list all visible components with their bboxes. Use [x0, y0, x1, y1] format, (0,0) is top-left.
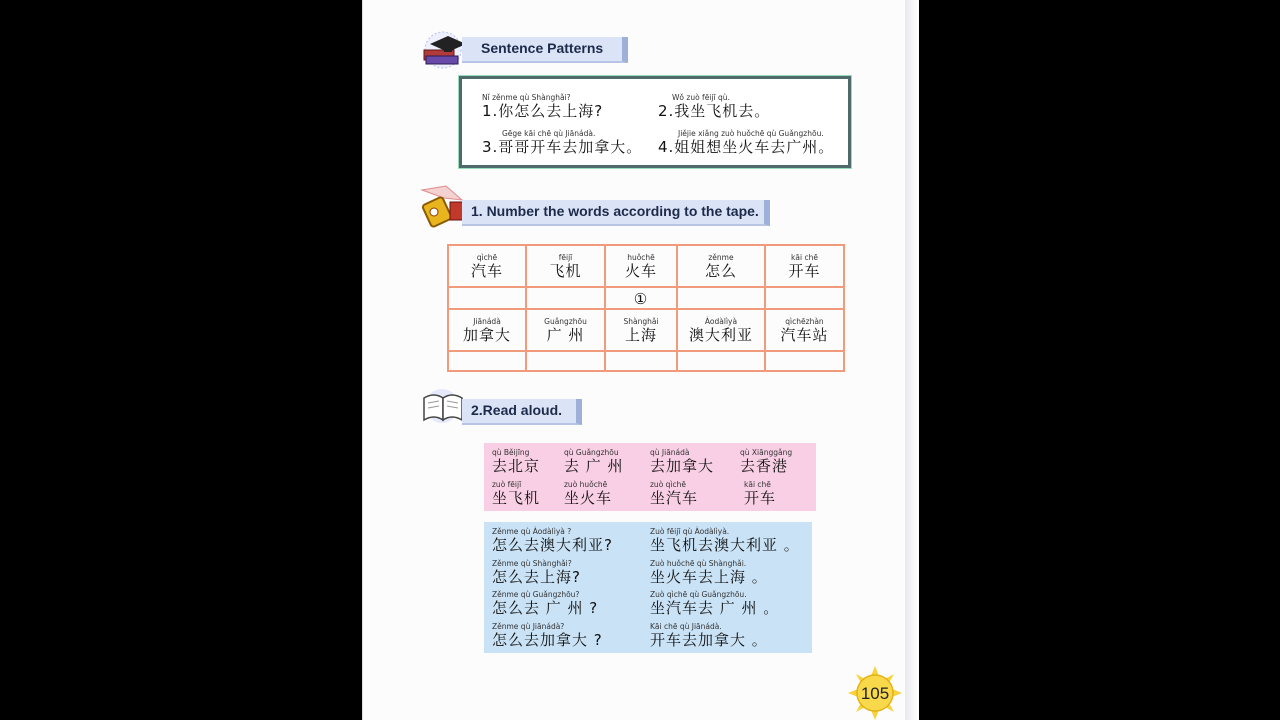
pinyin: Zuò qìchē qù Guǎngzhōu. — [650, 590, 747, 599]
pinyin: Zuò huǒchē qù Shànghǎi. — [650, 559, 747, 568]
word-cell — [526, 309, 605, 351]
hanzi: 开车 — [744, 489, 777, 507]
word-cell — [448, 245, 526, 287]
sentence-item — [650, 527, 800, 554]
open-book-icon — [418, 386, 468, 426]
phrase-item — [740, 448, 792, 475]
sentence-patterns-title: Sentence Patterns — [481, 40, 604, 56]
pinyin: Àodàlìyà — [704, 316, 738, 326]
word-cell — [605, 309, 677, 351]
phrase-item — [492, 480, 540, 507]
phrase-item — [650, 480, 698, 507]
hanzi: 怎么去 广 州 ? — [492, 599, 599, 617]
hanzi: 开车去加拿大 。 — [650, 631, 768, 649]
pinyin: qìchēzhàn — [785, 316, 824, 326]
pinyin: zěnme — [708, 252, 734, 262]
hanzi: 开车 — [788, 261, 821, 280]
sentence-pattern-4 — [658, 129, 834, 156]
phrase-item — [650, 448, 714, 475]
answer-number: ① — [633, 289, 649, 308]
answer-cell[interactable] — [605, 287, 677, 309]
hanzi: 去 广 州 — [564, 457, 624, 475]
pinyin: Shànghǎi — [623, 316, 659, 326]
answer-cell[interactable] — [765, 287, 844, 309]
answer-cell[interactable] — [448, 287, 526, 309]
word-cell — [448, 309, 526, 351]
hanzi: 怎么去澳大利亚? — [492, 536, 613, 554]
table-row — [448, 309, 844, 351]
hanzi: 澳大利亚 — [688, 325, 753, 344]
phrase-item — [744, 480, 776, 507]
word-cell — [765, 245, 844, 287]
pinyin: qù Běijīng — [492, 448, 530, 457]
pinyin: Jiějie xiǎng zuò huǒchē qù Guǎngzhōu. — [678, 129, 824, 138]
pinyin: qù Guǎngzhōu — [564, 448, 619, 457]
sentence-pattern-3 — [482, 129, 642, 156]
phrase-item — [492, 448, 540, 475]
word-cell — [677, 309, 765, 351]
pinyin: huǒchē — [627, 252, 655, 262]
answer-cell[interactable] — [605, 351, 677, 371]
pinyin: Zěnme qù Shànghǎi? — [492, 559, 572, 568]
pinyin: kāi chē — [791, 252, 818, 262]
hanzi: 上海 — [624, 325, 657, 344]
sentence-item — [650, 622, 768, 649]
pinyin: Wǒ zuò fēijī qù. — [672, 93, 730, 102]
pinyin: Zuò fēijī qù Àodàlìyà. — [650, 527, 730, 536]
pinyin: zuò qìchē — [650, 480, 686, 489]
hanzi: 去北京 — [492, 457, 541, 475]
pinyin: qìchē — [476, 252, 498, 262]
read-aloud-phrases-panel — [484, 443, 816, 511]
table-row — [448, 351, 844, 371]
pinyin: kāi chē — [744, 480, 771, 489]
word-cell — [765, 309, 844, 351]
sentence-item — [492, 622, 603, 649]
sentence-item — [650, 590, 779, 617]
word-cell — [526, 245, 605, 287]
pinyin: qù Xiānggǎng — [740, 448, 793, 457]
hanzi: 广 州 — [546, 325, 585, 344]
pinyin: Nǐ zěnme qù Shànghǎi? — [482, 93, 571, 102]
word-cell — [605, 245, 677, 287]
hanzi: 坐火车 — [564, 489, 613, 507]
pinyin: zuò huǒchē — [564, 480, 608, 489]
hanzi: 坐汽车 — [650, 489, 699, 507]
sentence-item — [492, 590, 598, 617]
hanzi: 怎么去上海? — [492, 568, 581, 586]
answer-cell[interactable] — [448, 351, 526, 371]
hanzi: 加拿大 — [462, 325, 511, 344]
hanzi: 坐汽车去 广 州 。 — [650, 599, 780, 617]
answer-cell[interactable] — [677, 351, 765, 371]
answer-cell[interactable] — [526, 351, 605, 371]
pinyin: zuò fēijī — [492, 480, 522, 489]
table-row — [448, 287, 844, 309]
cassette-tape-icon — [416, 184, 468, 230]
phrase-item — [564, 480, 612, 507]
hanzi: 坐火车去上海 。 — [650, 568, 768, 586]
pinyin: fēijī — [558, 252, 573, 262]
pinyin: Kāi chē qù Jiānádà. — [650, 622, 722, 631]
hanzi: 怎么去加拿大 ? — [492, 631, 603, 649]
pinyin: Gēge kāi chē qù Jiānádà. — [502, 129, 596, 138]
hanzi: 怎么 — [704, 261, 737, 280]
pinyin: Jiānádà — [473, 316, 501, 326]
hanzi: 去香港 — [740, 457, 789, 475]
pinyin: Guǎngzhōu — [544, 316, 587, 326]
answer-cell[interactable] — [526, 287, 605, 309]
pinyin: Zěnme qù Àodàlìyà ? — [492, 527, 572, 536]
sentence-patterns-box — [459, 76, 851, 168]
sentence-item — [650, 559, 768, 586]
words-table — [447, 244, 845, 372]
exercise2-title: 2.Read aloud. — [471, 402, 563, 418]
hanzi: 飞机 — [549, 261, 582, 280]
page-number: 105 — [860, 684, 890, 703]
hanzi: 4.姐姐想坐火车去广州。 — [658, 138, 835, 156]
exercise1-title: 1. Number the words according to the tape. — [471, 203, 759, 219]
read-aloud-sentences-panel — [484, 522, 812, 653]
hanzi: 3.哥哥开车去加拿大。 — [482, 138, 643, 156]
hanzi: 坐飞机去澳大利亚 。 — [650, 536, 800, 554]
pinyin: qù Jiānádà — [650, 448, 690, 457]
word-cell — [677, 245, 765, 287]
hanzi: 去加拿大 — [650, 457, 715, 475]
hanzi: 坐飞机 — [492, 489, 541, 507]
hanzi: 火车 — [624, 261, 657, 280]
hanzi: 1.你怎么去上海? — [482, 102, 604, 120]
hanzi: 2.我坐飞机去。 — [658, 102, 771, 120]
sentence-pattern-1 — [482, 93, 603, 120]
sentence-item — [492, 527, 613, 554]
sentence-item — [492, 559, 581, 586]
sentence-pattern-2 — [658, 93, 770, 120]
hanzi: 汽车 — [470, 261, 503, 280]
page-edge — [905, 0, 918, 720]
hanzi: 汽车站 — [780, 325, 829, 344]
table-row — [448, 245, 844, 287]
answer-cell[interactable] — [677, 287, 765, 309]
phrase-item — [564, 448, 624, 475]
answer-cell[interactable] — [765, 351, 844, 371]
pinyin: Zěnme qù Jiānádà? — [492, 622, 565, 631]
pinyin: Zěnme qù Guǎngzhōu? — [492, 590, 580, 599]
